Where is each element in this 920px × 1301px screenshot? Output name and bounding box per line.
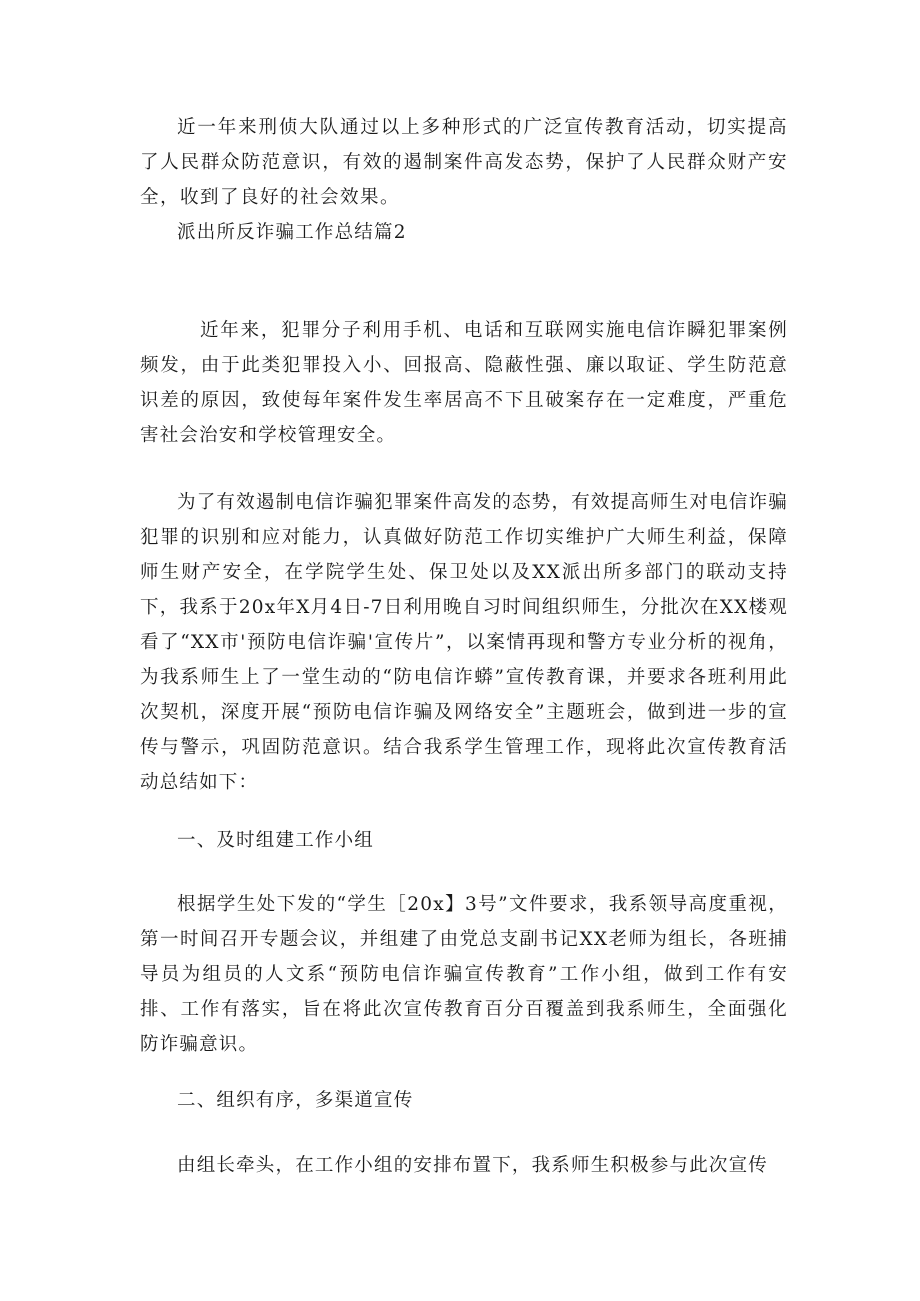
intro-paragraph: 近一年来刑侦大队通过以上多种形式的广泛宣传教育活动，切实提高了人民群众防范意识，有效的遏制案件高发态势，保护了人民群众财产安全，收到了良好的社会效果。 bbox=[140, 117, 788, 208]
article-heading: 派出所反诈骗工作总结篇2 bbox=[177, 222, 407, 243]
section-1-paragraph: 根据学生处下发的“学生［20x】3号”文件要求，我系领导高度重视，第一时间召开专题会议，并组建了由党总支副书记XX老师为组长，各班捕导员为组员的人文系“预防电信诈骗宣传教育”工作小组，做到工作有安排、工作有落实，旨在将此次宣传教育百分百覆盖到我系师生，全面强化防诈骗意识。 bbox=[140, 894, 788, 1055]
purpose-paragraph: 为了有效遏制电信诈骗犯罪案件高发的态势，有效提高师生对电信诈骗犯罪的识别和应对能力，认真做好防范工作切实维护广大师生利益，保障师生财产安全，在学院学生处、保卫处以及XX派出所多部门的联动支持下，我系于20x年X月4日-7日利用晚自习时间组织师生，分批次在XX楼观看了“XX市'预防电信诈骗'宣传片”，以案情再现和警方专业分析的视角，为我系师生上了一堂生动的“防电信诈蟒”宣传教育课，并要求各班利用此次契机，深度开展“预防电信诈骗及网络安全”主题班会，做到进一步的宣传与警示，巩固防范意识。结合我系学生管理工作，现将此次宣传教育活动总结如下： bbox=[140, 492, 788, 793]
section-heading-2: 二、组织有序，多渠道宣传 bbox=[177, 1090, 414, 1111]
section-2-paragraph: 由组长牵头，在工作小组的安排布置下，我系师生积极参与此次宣传 bbox=[177, 1155, 769, 1176]
background-paragraph: 近年来，犯罪分子利用手机、电话和互联网实施电信诈瞬犯罪案例频发，由于此类犯罪投入小、回报高、隐蔽性强、廉以取证、学生防范意识差的原因，致使每年案件发生率居高不下且破案存在一定难度，严重危害社会治安和学校管理安全。 bbox=[140, 320, 788, 446]
section-heading-1: 一、及时组建工作小组 bbox=[177, 830, 375, 851]
